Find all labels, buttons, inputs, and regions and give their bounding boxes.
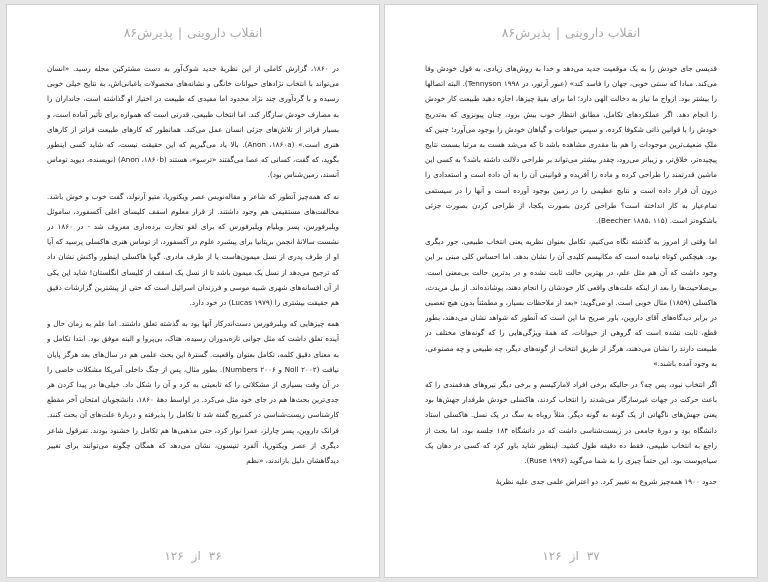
paragraph: همه چیزهایی که ویلبرفورس دست‌اندرکار آنها بود به گذشته تعلق داشتند. اما علم به زمان حال و آینده تعلق داشت که مثل جوانی تازه‌بدوران رسیده، هتاک، بی‌پروا و البته موفق بود. ابتدا تکامل و به معنای دقیق کلمه، تکامل بعنوان واقعیت. گسترهٔ این بحث علمی هم در سال‌های بعد هرگز پایان نیافت (Noll ۲۰۰۲ و Numbers ۲۰۰۶). بطور مثال، پس از جنگ داخلی آمریکا مشکلات خاصی را در آن وقت بسیاری از مشکلاتی را که تابعیتی به کرد و آن را شکل داد. خیلی‌ها در پیدا کردن هر جدی‌ترین بحث‌ها هم در جای خود مثل می‌کرد. در اواسط دههٔ ۱۸۶۰، دانشجویان امتحان آخر مقطع کارشناسی زیست‌شناسی در کمبریج گفته شد تا تکامل را پذیرفته و دربارهٔ علت‌های آن بحث کنند. فرانک داروین، پسر چارلز، عمرا نوار کرد، حتی مذهبی‌ها هم تکامل را خشنود بودند. تفرقول شاعر دیگری از عصر ویکتوریا، آلفرد تنیسون، نشان می‌دهد که همگان چگونه می‌توانند برای تغییر دیدگاهشان دلیل بازاندند، «نظم — [47, 319, 339, 466]
paragraph: حدود ۱۹۰۰ همه‌چیز شروع به تغییر کرد. دو اعتراض علمی جدی علیه نظریهٔ — [495, 477, 717, 487]
page-number: ۳۷ — [586, 549, 600, 563]
paragraph: نه که همه‌چیز آنطور که شاعر و مقاله‌نویس عصر ویکتوریا، متیو آرنولد، گفت خوب و خوش باشد. مخالفت‌های مستقیمی هم وجود داشتند. از قرار معلوم اسقف کلیسای اعلی آکسفورد، ساموئل ویلبرفورس، پسر ویلیام ویلبرفورس که برای لغو تجارت برده‌داری معروف شد - در ۱۸۶۰ در نشست سالانهٔ انجمن بریتانیا برای پیشبرد علوم در آکسفورد، از توماس هنری هاکسلی پرسید که آیا او از طرف پدری از نسل میمون‌هاست یا از طرف مادری. گویا هاکسلی اینطور واکنش نشان داد که ترجیح می‌دهد از نسل یک میمون باشد تا از نسل یک اسقف از کلیسای انگلستان! شاید این یکی از آن افسانه‌های شهری شبیه موسی و فرزندان اسرائیل است که حتی از پیشترین گزارشات دقیق هم حقیقت بیشتری را (Lucas ۱۹۷۹) در خود دارد. — [47, 191, 339, 308]
total-pages: ۱۲۶ — [164, 549, 184, 563]
page-footer — [7, 549, 379, 563]
total-pages: ۱۲۶ — [542, 549, 562, 563]
header-separator: | — [555, 25, 561, 40]
page-body — [425, 61, 717, 521]
book-title: انقلاب داروینی — [187, 25, 263, 40]
right-page — [384, 4, 758, 578]
book-subtitle: پذیرش۸۶ — [501, 25, 551, 40]
running-header — [385, 25, 757, 40]
book-title: انقلاب داروینی — [565, 25, 641, 40]
running-header — [7, 25, 379, 40]
of-label: از — [569, 549, 579, 563]
of-label: از — [191, 549, 201, 563]
left-page — [6, 4, 380, 578]
page-body — [47, 61, 339, 521]
book-subtitle: پذیرش۸۶ — [123, 25, 173, 40]
paragraph: اما وقتی از امروز به گذشته نگاه می‌کنیم، تکامل بعنوان نظریه یعنی انتخاب طبیعی، جور دیگری بود. هیچکس کوتاه نیامده است که مکانیسم کلیدی آن را نشان بدهد. اما احساس کلی مبنی بر این وجود داشت که آن هم مثل علم، در بهترین حالت ثابت نشده و در بدترین حالت بی‌معنی است. بی‌صلاحیت‌ها را بعد از اینکه علت‌های واقعی کار خودشان را انجام دهند، پوشانده‌اند. از بیل مریدث، هاکسلی (۱۸۵۹) مثال خوبی است. او می‌گوید: «بعد از ملاحظات بسیار، و مطمئناً بدون هیچ تعصبی در برابر دیدگاه‌های آقای داروین، باور صریح ما این است که آنطور که شواهد نشان می‌دهند، بطور قطع، ثابت نشده است که گروهی از حیوانات، که همهٔ ویژگی‌هایی را که گونه‌های مختلف در طبیعت دارند را نشان می‌دهند، هرگز از طریق انتخاب از گونه‌های دیگر، چه طبیعی و چه مصنوعی، به وجود آمده باشند.» — [425, 237, 717, 368]
page-number: ۳۶ — [208, 549, 222, 563]
paragraph: قدیسی جای خودش را به یک موقعیت جدید می‌دهد و خدا به روش‌های زیادی، به قول خودش وفا می‌کند. مبادا که سنتی خوبی، جهان را فاسد کند» (عبور آرتور، در ۱۹۹۸ Tennyson). البته اتصالها را بیشتر بود. ازواج ما نیاز به دخالت الهی دارد؛ اما برای بقیهٔ چیزها، اجازه دهید طبیعت کار خودش را انجام دهد. اگر عملکردهای تکامل، مطابق انتظار خوب بیش برود، چنان پیونزوی که به‌تدریج خودش را با قوانین ذاتی شکوفا کرده، و سپس حیوانات و گیاهان خودش را بوجود می‌آورد؛ چنین که ملکِ ضعیف‌ترین موجودات را هم بنا مقدری مشاهده باشد تا که می‌شد هست به مرتبا بسمت نتایج پیچیده‌تر، خلاق‌تر، و زیباتر می‌رود، چقدر بیشتر می‌تواند بر طراحی دلالت داشته باشد؟ به کسی این ماشین قدرتمند را طراحی کرده و ماده را آفریده و قوانینی آن را به آن داده است و استعدادی را درون آن قرار داده است و نتایج عظیمی را در زمین بوجود آورده است و آنها را در سیستمی تمام‌عیار به کار انداخته است؟ طراحی کردن بصورت یکجا، از طراحی کردن بصورت جزئی باشکوه‌تر است. (Beecher ۱۸۸۵، ۱۱۵). — [425, 64, 717, 226]
page-footer — [385, 549, 757, 563]
paragraph: در ۱۸۶۰، گزارش کاملی از این نظریهٔ جدید شوک‌آور به دست مشترکین مجله رسید. «انسان می‌تواند با انتخاب نژادهای حیوانات خانگی و نشانه‌های محصولات باغبانی‌اش، به نتایج خیلی خوبی رسیده و با گردآوری چند نژاد محدود اما مفیدی که طبیعت در اختیار او گذاشته است، جانداران را به مصارف خودش سازگار کند. اما انتخاب طبیعی، قدرتی است که همواره برای تأثیر آماده است، و بسیار فراتر از تلاش‌های جزئی انسان عمل می‌کند. همانطور که کارهای طبیعت فراتر از کارهای هنری است.» (Anon ،۱۸۶۰a). بالا یاد می‌گیریم که این حقیقت نیست، که شاید کسی اینطور بگوید، که گفت، کسانی که عصا می‌گفتند «ترسو»، هستند (Anon ،۱۸۶۰b) (نویسنده، دیوید توماس آنستد، زمین‌شناس بود). — [47, 64, 339, 180]
paragraph: اگر انتخاب نبود، پس چه؟ در حالیکه برخی افراد لامارکیسم و برخی دیگر نیروهای هدفمندی را که باعث حرکت در جهات غیرسازگار می‌شدند را انتخاب کردند، هاکسلی خودش طرفدار جهش‌ها بود یعنی جهش‌های ناگهانی از یک گونه به گونه دیگر. مثلاً روباه به سگ در یک نسل. هاکسلی استاد دانشگاه بود و دورهٔ جامعی در زیست‌شناسی داشت که در دانشگاه ۱۸۴ جلسه بود، اما بحث از راجع به انتخاب طبیعی، فقط ده دقیقه طول کشید. اینطور شاید باور کرد که کسی در دهان یک سیاه‌پوست بود. این حتماً چیزی را به شما می‌گوید (Ruse ۱۹۹۶). — [425, 380, 717, 466]
header-separator: | — [177, 25, 183, 40]
